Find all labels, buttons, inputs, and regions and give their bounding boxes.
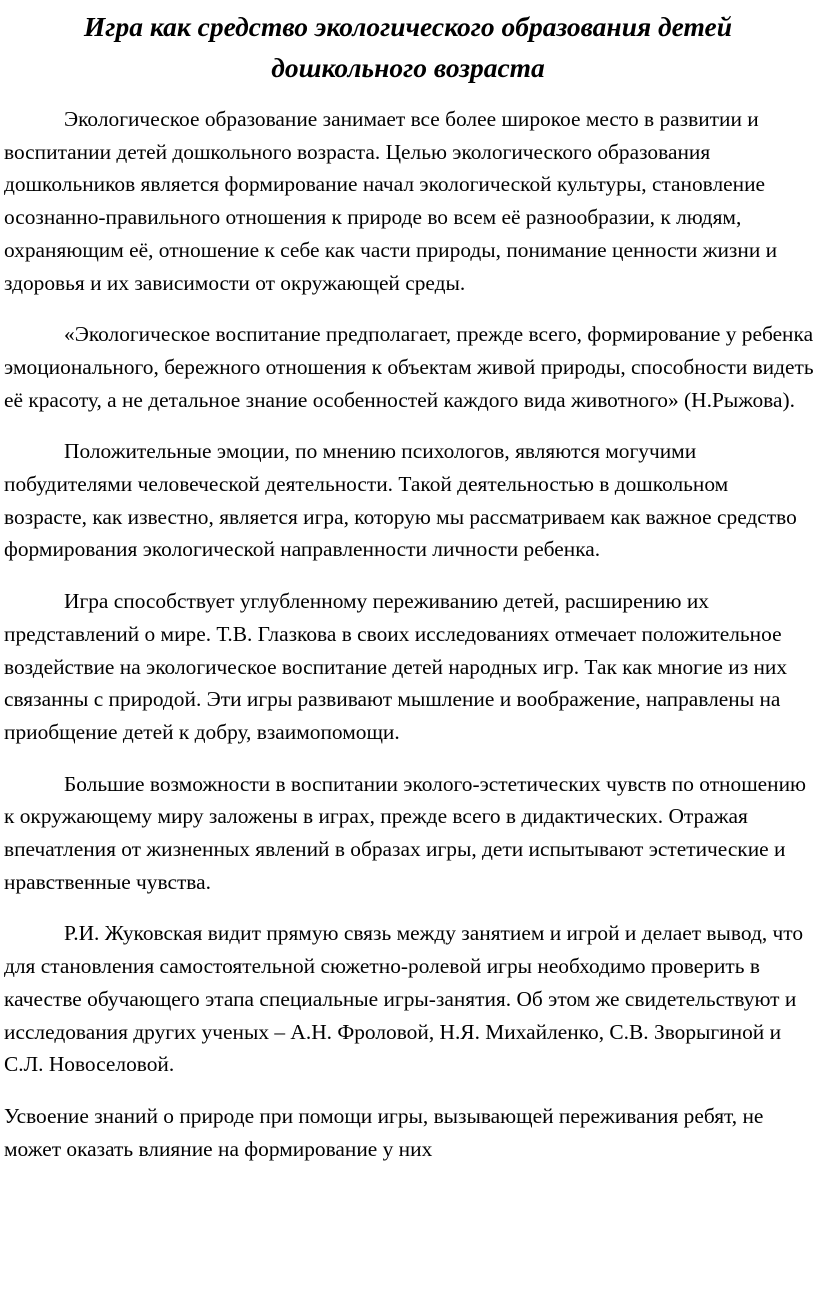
document-title: Игра как средство экологического образования детей дошкольного возраста [83,11,733,83]
paragraph-7: Усвоение знаний о природе при помощи игры, вызывающей переживания ребят, не может оказать влияние на формирование у них [4,1103,764,1161]
paragraph-5: Большие возможности в воспитании эколого-эстетических чувств по отношению к окружающему миру заложены в играх, прежде всего в дидактических. Отражая впечатления от жизненных явлений в образах игры, дети испытывают эстетические и нравственные чувства. [4,771,807,894]
paragraph-4: Игра способствует углубленному переживанию детей, расширению их представлений о мире. Т.В. Глазкова в своих исследованиях отмечает положительное воздействие на экологическое воспитание детей народных игр. Так как многие из них связанны с природой. Эти игры развивают мышление и воображение, направлены на приобщение детей к добру, взаимопомощи. [4,589,788,744]
paragraph-6: Р.И. Жуковская видит прямую связь между занятием и игрой и делает вывод, что для становления самостоятельной сюжетно-ролевой игры необходимо проверить в качестве обучающего этапа специальные игры-занятия. Об этом же свидетельствуют и исследования других ученых – А.Н. Фроловой, Н.Я. Михайленко, С.В. Зворыгиной и С.Л. Новоселовой. [4,921,804,1077]
paragraph-3: Положительные эмоции, по мнению психологов, являются могучими побудителями человеческой деятельности. Такой деятельностью в дошкольном возрасте, как известно, является игра, которую мы рассматриваем как важное средство формирования экологической направленности личности ребенка. [4,439,797,562]
paragraph-2: «Экологическое воспитание предполагает, прежде всего, формирование у ребенка эмоционального, бережного отношения к объектам живой природы, способности видеть её красоту, а не детальное знание особенностей каждого вида животного» (Н.Рыжова). [4,322,814,412]
paragraph-1: Экологическое образование занимает все более широкое место в развитии и воспитании детей дошкольного возраста. Целью экологического образования дошкольников является формирование начал экологической культуры, становление осознанно-правильного отношения к природе во всем её разнообразии, к людям, охраняющим её, отношение к себе как части природы, понимание ценности жизни и здоровья и их зависимости от окружающей среды. [4,107,778,295]
